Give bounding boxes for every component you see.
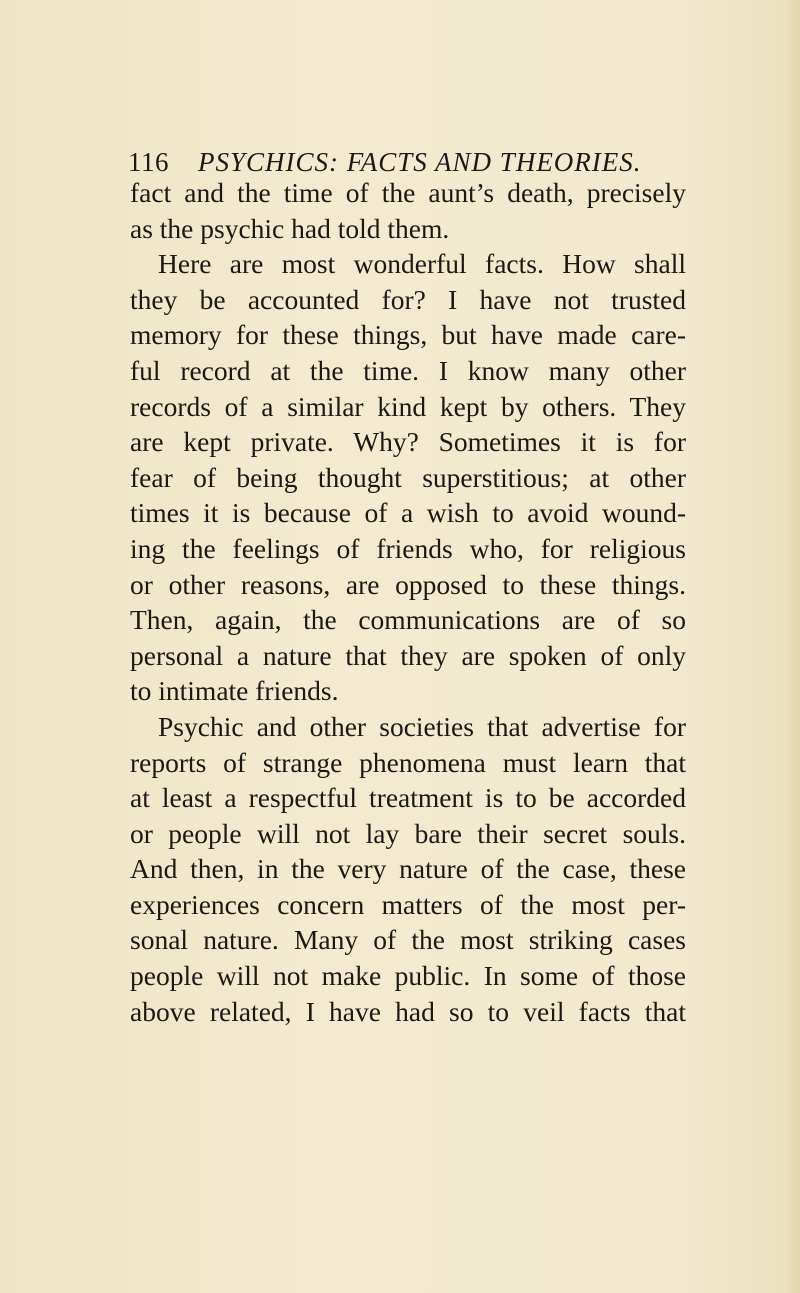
page-number: 116 [128,147,169,177]
text-line: experiences concern matters of the most per- [130,888,686,920]
text-line: above related, I have had so to veil facts that [130,995,686,1027]
text-line: people will not make public. In some of those [130,960,686,992]
text-line: times it is because of a wish to avoid wound- [130,497,686,529]
text-line: are kept private. Why? Sometimes it is for [130,426,686,458]
text-line: or people will not lay bare their secret souls. [130,817,686,849]
text-line: Here are most wonderful facts. How shall [158,248,686,280]
page-edge [786,0,800,1293]
text-line: or other reasons, are opposed to these things. [130,568,686,600]
body-text [130,175,686,1029]
text-line: records of a similar kind kept by others. They [130,390,686,422]
text-line: Then, again, the communications are of so [130,604,686,636]
text-line: personal a nature that they are spoken of only [130,639,686,671]
text-line: fear of being thought superstitious; at other [130,461,686,493]
text-line: to intimate friends. [130,675,339,707]
running-title: PSYCHICS: FACTS AND THEORIES. [198,147,642,177]
text-line: Psychic and other societies that advertise for [158,710,686,742]
text-line: And then, in the very nature of the case, these [130,853,686,885]
text-line: fact and the time of the aunt’s death, precisely [130,177,686,208]
text-line: ing the feelings of friends who, for religious [130,532,686,564]
text-line: they be accounted for? I have not trusted [130,283,686,315]
text-line: ful record at the time. I know many other [130,354,686,386]
text-line: memory for these things, but have made care- [130,319,686,351]
text-line: at least a respectful treatment is to be accorded [130,782,686,814]
text-line: as the psychic had told them. [130,212,450,244]
text-line: reports of strange phenomena must learn that [130,746,686,778]
text-line: sonal nature. Many of the most striking cases [130,924,686,956]
